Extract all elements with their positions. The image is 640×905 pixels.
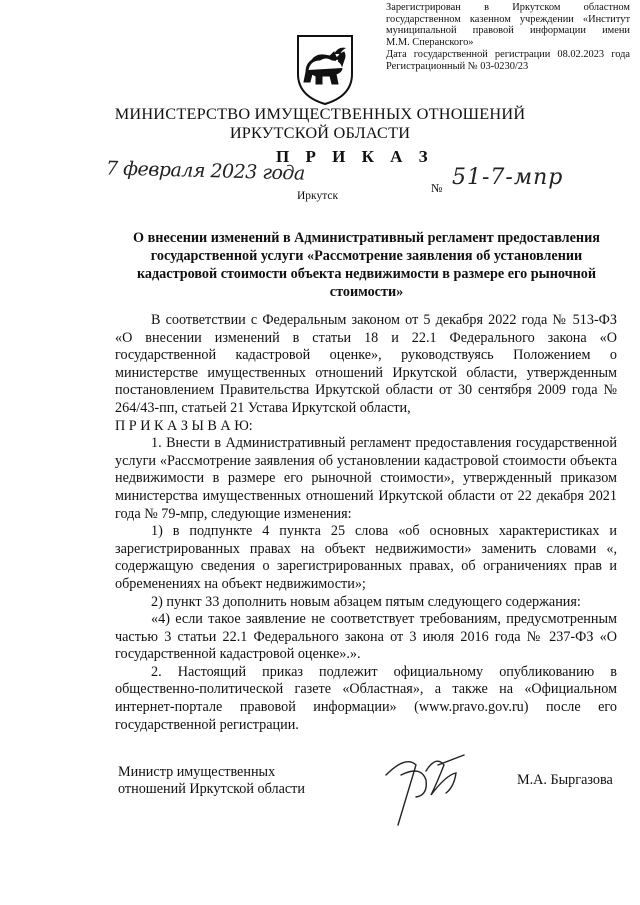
stamp-line: государственном казенном учреждении «Институт <box>386 13 630 25</box>
preamble: В соответствии с Федеральным законом от 5 декабря 2022 года № 513-ФЗ «О внесении изменений в статьи 18 и 22.1 Федерального закона «О государственной кадастровой оценке», руководствуясь Положением о министерстве имущественных отношений Иркутской области, утвержденным постановлением Правительства Иркутской области от 30 сентября 2009 года № 264/43-пп, статьей 21 Устава Иркутской области, <box>115 312 617 416</box>
registration-stamp <box>386 2 630 72</box>
signatory-name: М.А. Быргазова <box>517 772 613 788</box>
document-type: П Р И К А З <box>276 147 434 166</box>
number-handwritten: 51-7-мпр <box>452 165 564 190</box>
item-1-2: 2) пункт 33 дополнить новым абзацем пятым следующего содержания: <box>151 593 581 610</box>
stamp-line: муниципальной правовой информации имени <box>386 25 630 37</box>
date-handwritten: 7 февраля 2023 года <box>105 157 306 185</box>
item-1-1: 1) в подпункте 4 пункта 25 слова «об основных характеристиках и зарегистрированных правах на объект недвижимости» заменить словами «, содержащую сведения о зарегистрированных правах, об ограничениях прав и обременениях на объект недвижимости»; <box>115 523 617 592</box>
ministry-name-line2: ИРКУТСКОЙ ОБЛАСТИ <box>229 123 411 142</box>
position-line: Министр имущественных <box>118 764 276 780</box>
document-title: О внесении изменений в Административный регламент предоставления государственной услуги «Рассмотрение заявления об установлении кадастровой стоимости объекта недвижимости в размере его рыночной стоимости» <box>133 230 600 300</box>
stamp-line: Регистрационный № 03-0230/23 <box>386 60 529 72</box>
ministry-name-line1: МИНИСТЕРСТВО ИМУЩЕСТВЕННЫХ ОТНОШЕНИЙ <box>114 104 526 123</box>
signatory-position <box>118 764 305 798</box>
stamp-line: М.М. Сперанского» <box>386 37 474 49</box>
handwritten-signature-icon <box>376 735 476 835</box>
irkutsk-coat-of-arms-icon <box>290 30 360 106</box>
item-1-2-quote: «4) если такое заявление не соответствует требованиям, предусмотренным частью 3 статьи 22.1 Федерального закона от 3 июля 2016 года № 237-ФЗ «О государственной кадастровой оценке».». <box>115 611 617 663</box>
stamp-line: Дата государственной регистрации 08.02.2023 года <box>386 48 630 60</box>
document-body <box>115 312 617 734</box>
stamp-line: Зарегистрирован в Иркутском областном <box>386 2 630 13</box>
item-2: 2. Настоящий приказ подлежит официальному опубликованию в общественно-политической газете «Областная», а также на «Официальном интернет-портале правовой информации» (www.pravo.gov.ru) после его государственной регистрации. <box>115 663 617 733</box>
city: Иркутск <box>297 190 339 202</box>
number-label: № <box>431 181 443 195</box>
order-word: П Р И К А З Ы В А Ю: <box>115 417 253 434</box>
item-1: 1. Внести в Административный регламент предоставления государственной услуги «Рассмотрение заявления об установлении кадастровой стоимости объекта недвижимости в размере его рыночной стоимости», утвержденный приказом министерства имущественных отношений Иркутской области от 22 декабря 2021 года № 79-мпр, следующие изменения: <box>115 435 617 522</box>
position-line: отношений Иркутской области <box>118 781 305 797</box>
